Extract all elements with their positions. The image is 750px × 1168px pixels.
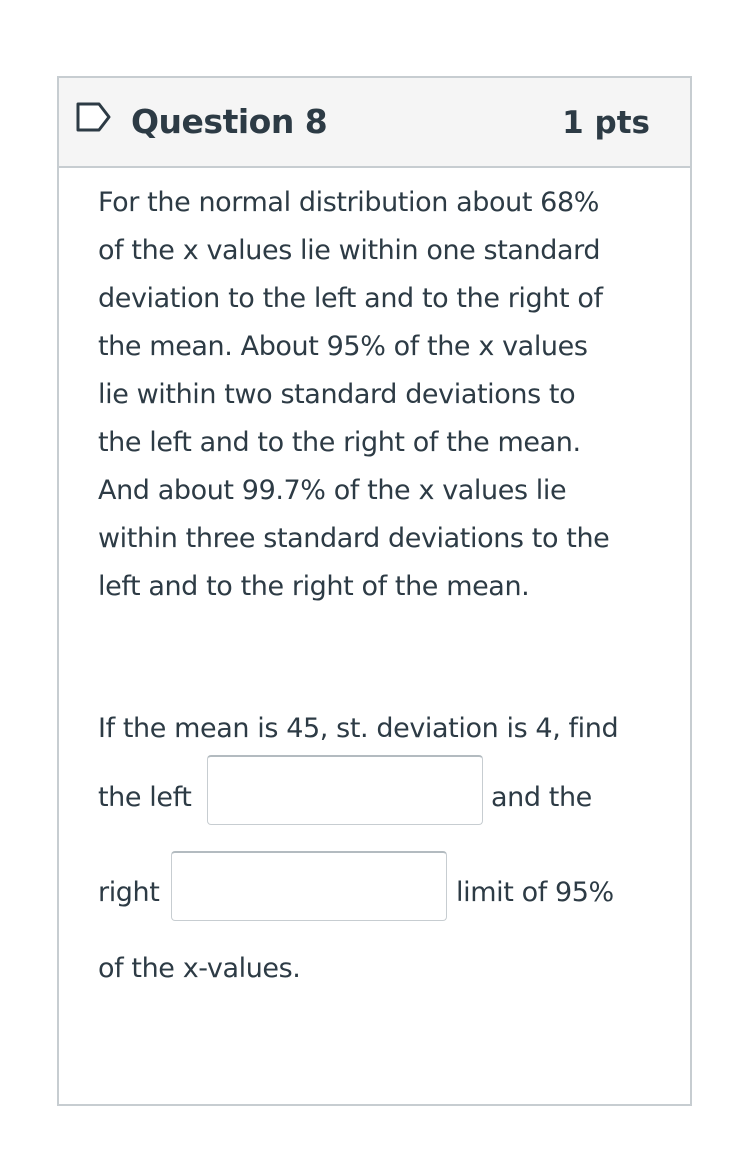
question-text <box>98 179 658 611</box>
question-text-line: lie within two standard deviations to <box>98 379 576 410</box>
question-text-line: the left and to the right of the mean. <box>98 427 581 458</box>
bookmark-flag-icon[interactable] <box>75 101 113 133</box>
tail-text: of the x-values. <box>98 953 301 984</box>
right-limit-input[interactable] <box>171 851 447 921</box>
limit-label: limit of 95% <box>456 877 614 908</box>
question-text-line: left and to the right of the mean. <box>98 571 530 602</box>
question-text-line: of the x values lie within one standard <box>98 235 601 266</box>
question-text-line: within three standard deviations to the <box>98 523 610 554</box>
and-the-label: and the <box>491 782 592 813</box>
prompt-text: If the mean is 45, st. deviation is 4, find <box>98 713 619 744</box>
question-title: Question 8 <box>131 102 328 141</box>
question-text-line: For the normal distribution about 68% <box>98 187 599 218</box>
right-limit-label: right <box>98 877 160 908</box>
question-points: 1 pts <box>562 105 650 141</box>
left-limit-label: the left <box>98 782 192 813</box>
question-text-line: And about 99.7% of the x values lie <box>98 475 567 506</box>
question-header <box>59 78 690 168</box>
question-text-line: deviation to the left and to the right of <box>98 283 603 314</box>
question-text-line: the mean. About 95% of the x values <box>98 331 588 362</box>
left-limit-input[interactable] <box>207 755 483 825</box>
